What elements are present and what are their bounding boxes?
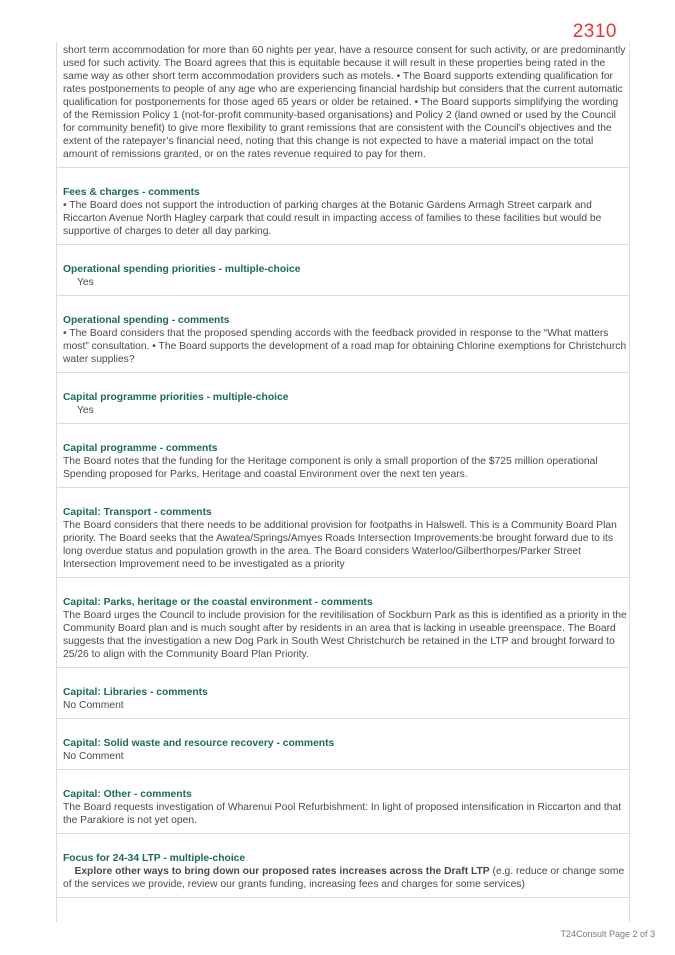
- selected-option: Explore other ways to bring down our proposed rates increases across the Draft LTP: [74, 866, 490, 877]
- section-answer: [63, 865, 629, 891]
- intro-text: short term accommodation for more than 60 nights per year, have a resource consent for such activity, or are predominantly used for such activity. The Board agrees that this is equitable because it will result in these properties being rated in the same way as other short term accommodation providers such as motels. • The Board supports extending qualification for rates postponements to people of any age who are experiencing financial hardship but considers that the current automatic qualification for postponements for those aged 65 years or older be retained. • The Board supports simplifying the wording of the Remission Policy 1 (not-for-profit community-based organisations) and Policy 2 (land owned or used by the Council for community benefit) to give more flexibility to grant remissions that are consistent with the Council’s objectives and the extent of the ratepayer’s financial need, noting that this change is not expected to have a material impact on the total amount of remissions granted, or on the rates revenue required to pay for them.: [63, 45, 626, 160]
- section-title: Capital programme - comments: [63, 443, 218, 454]
- section-body: The Board notes that the funding for the Heritage component is only a small proportion of the $725 million operational Spending proposed for Parks, Heritage and coastal Environment over the next ten years.: [63, 456, 598, 480]
- section-title: Capital: Libraries - comments: [63, 687, 208, 698]
- section-title: Focus for 24-34 LTP - multiple-choice: [63, 853, 246, 864]
- page-number: 2310: [572, 21, 617, 42]
- option-detail: (e.g. reduce or change some of the services we provide, review our grants funding, increasing fees and charges for some services): [63, 866, 625, 890]
- section-capital-other: [57, 770, 629, 834]
- section-capital-libraries: [57, 668, 629, 719]
- section-body: The Board considers that there needs to be additional provision for footpaths in Halswell. This is a Community Board Plan priority. The Board seeks that the Awatea/Springs/Amyes Roads Intersection Improvements:be brought forward due to its long overdue status and population growth in the area. The Board considers Waterloo/Gilberthorpes/Parker Street Intersection Improvement need to be investigated as a priority: [63, 520, 617, 570]
- section-capital-comments: [57, 424, 629, 488]
- section-body: The Board urges the Council to include provision for the revitilisation of Sockburn Park as this is identified as a priority in the Community Board plan and is much sought after by residents in an area that is lacking in useable greenspace. The Board suggests that the investigation a new Dog Park in South West Christchurch be retained in the LTP and brought forward to 25/26 to align with the Community Board Plan Priority.: [63, 610, 627, 660]
- page-footer: T24Consult Page 2 of 3: [560, 929, 655, 939]
- intro-section: [57, 42, 629, 168]
- section-title: Operational spending - comments: [63, 315, 230, 326]
- section-body: • The Board does not support the introduction of parking charges at the Botanic Gardens Armagh Street carpark and Riccarton Avenue North Hagley carpark that could result in impacting access of families to these facilities but would be supportive of charges to deter all day parking.: [63, 200, 602, 237]
- section-title: Operational spending priorities - multiple-choice: [63, 264, 301, 275]
- section-title: Capital: Transport - comments: [63, 507, 212, 518]
- section-operational-comments: [57, 296, 629, 373]
- section-ltp-focus: [57, 834, 629, 898]
- section-capital-priorities: [57, 373, 629, 424]
- section-title: Capital: Other - comments: [63, 789, 192, 800]
- section-fees-charges: [57, 168, 629, 245]
- section-capital-transport: [57, 488, 629, 578]
- section-body: No Comment: [63, 751, 124, 762]
- section-answer: Yes: [77, 405, 94, 416]
- section-title: Capital: Parks, heritage or the coastal environment - comments: [63, 597, 373, 608]
- section-body: • The Board considers that the proposed spending accords with the feedback provided in response to the “What matters most” consultation. • The Board supports the development of a road map for obtaining Chlorine exemptions for Christchurch water supplies?: [63, 328, 627, 365]
- section-body: No Comment: [63, 700, 124, 711]
- section-capital-solid-waste: [57, 719, 629, 770]
- section-answer: Yes: [77, 277, 94, 288]
- submission-content: [56, 42, 630, 922]
- section-title: Fees & charges - comments: [63, 187, 200, 198]
- section-body: The Board requests investigation of Wharenui Pool Refurbishment: In light of proposed intensification in Riccarton and that the Parakiore is not yet open.: [63, 802, 622, 826]
- section-title: Capital: Solid waste and resource recovery - comments: [63, 738, 335, 749]
- section-capital-parks: [57, 578, 629, 668]
- section-title: Capital programme priorities - multiple-choice: [63, 392, 289, 403]
- section-operational-priorities: [57, 245, 629, 296]
